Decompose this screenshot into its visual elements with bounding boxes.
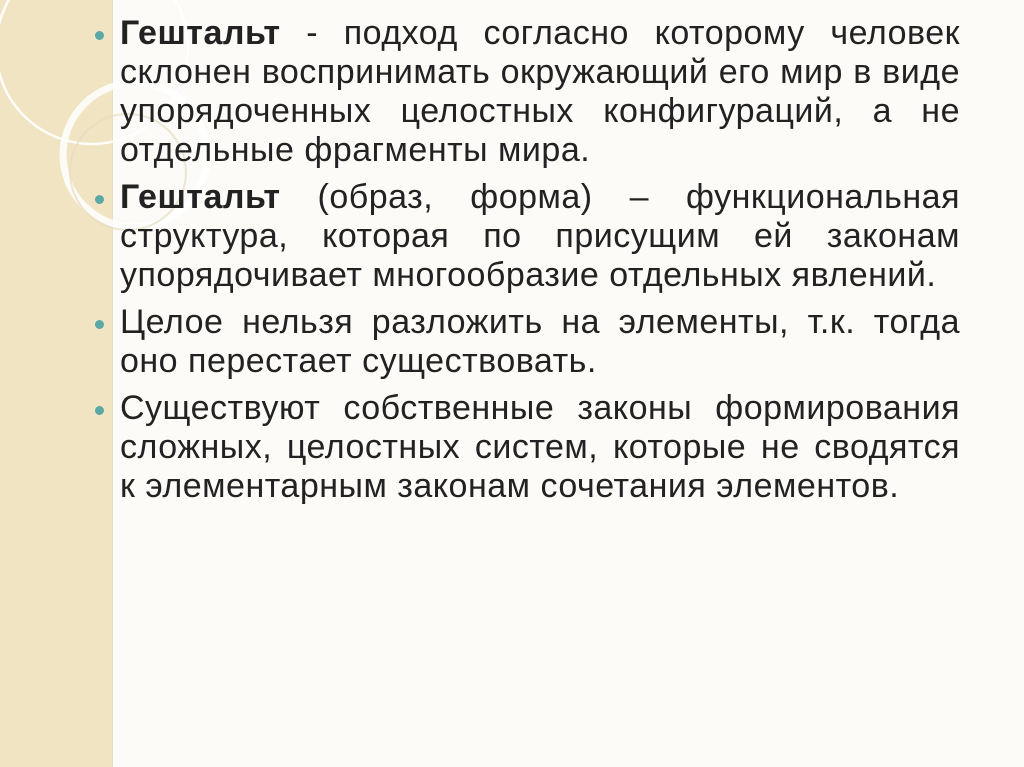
bullet-text xyxy=(120,14,960,170)
bullet-icon xyxy=(95,320,104,329)
bullet-body: Целое нельзя разложить на элементы, т.к. тогда оно перестает существовать. xyxy=(120,303,960,380)
slide-content xyxy=(90,14,960,514)
bullet-bold-term: Гештальт xyxy=(120,178,281,216)
bullet-bold-term: Гештальт xyxy=(120,14,281,52)
bullet-text xyxy=(120,178,960,295)
bullet-icon xyxy=(95,195,104,204)
bullet-item xyxy=(90,389,960,506)
bullet-text xyxy=(120,303,960,381)
bullet-icon xyxy=(95,406,104,415)
bullet-body: - подход согласно которому человек склонен воспринимать окружающий его мир в виде упорядоченных целостных конфигураций, а не отдельные фрагменты мира. xyxy=(120,14,960,169)
bullet-item xyxy=(90,14,960,170)
bullet-item xyxy=(90,303,960,381)
bullet-body: (образ, форма) – функциональная структура, которая по присущим ей законам упорядочивает многообразие отдельных явлений. xyxy=(120,178,960,294)
bullet-icon xyxy=(95,31,104,40)
bullet-item xyxy=(90,178,960,295)
bullet-text xyxy=(120,389,960,506)
bullet-body: Существуют собственные законы формирования сложных, целостных систем, которые не сводятся к элементарным законам сочетания элементов. xyxy=(120,389,960,505)
